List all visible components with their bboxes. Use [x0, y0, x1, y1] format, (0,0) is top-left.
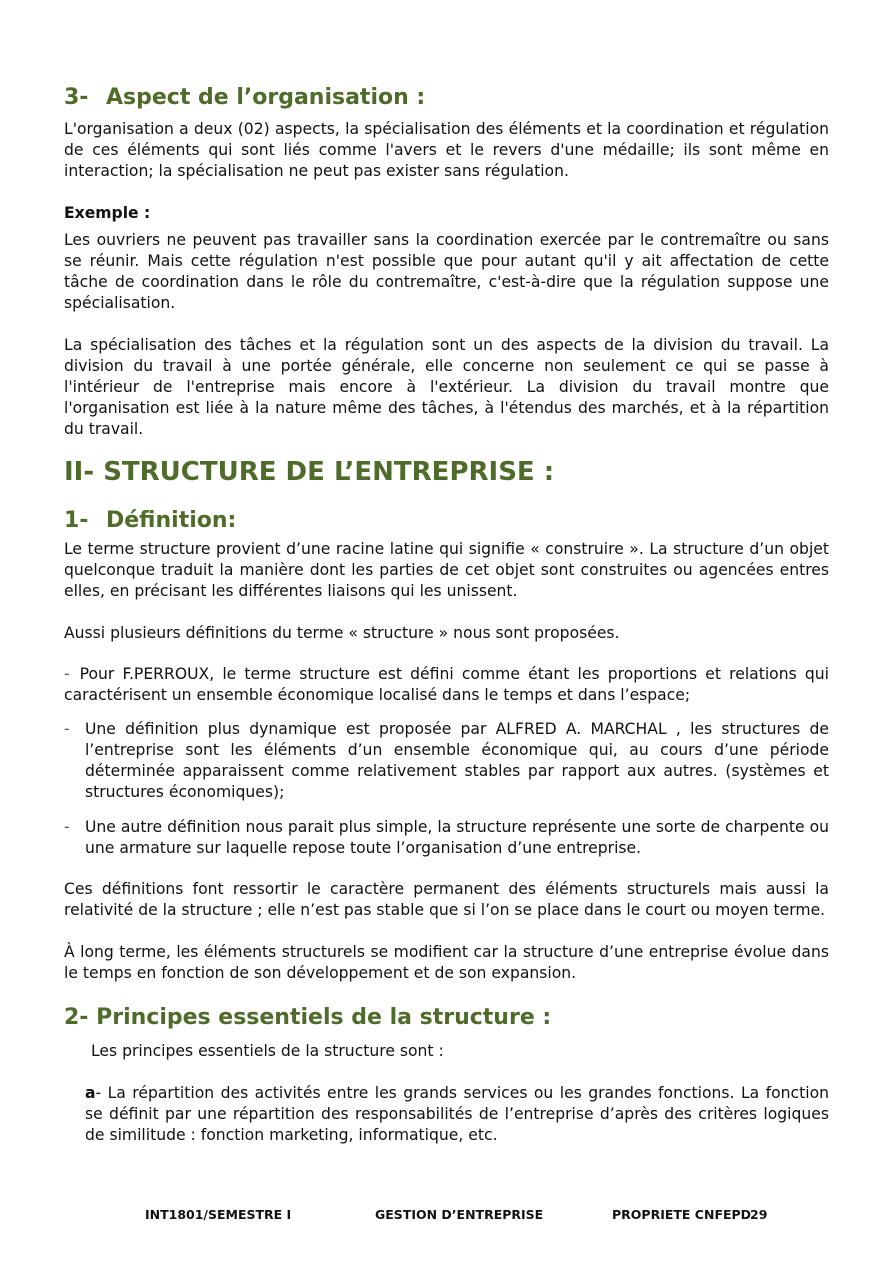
bullet-dash: -: [64, 665, 70, 683]
list-item-text: Une autre définition nous parait plus simple, la structure représente une sorte de charpente ou une armature sur laquelle repose toute l’organisation d’une entreprise.: [85, 818, 829, 857]
page-number: 29: [750, 1207, 768, 1222]
item-letter: a: [85, 1084, 96, 1102]
section-heading-aspect: [64, 84, 829, 112]
list-item: [64, 817, 829, 859]
page-content: [64, 84, 829, 1146]
example-label: Exemple :: [64, 204, 151, 222]
list-item-text: Pour F.PERROUX, le terme structure est défini comme étant les proportions et relations qui caractérisent un ensemble économique localisé dans le temps et dans l’espace;: [64, 665, 829, 704]
footer-course: INT1801/SEMESTRE I: [145, 1207, 292, 1222]
page-footer: [145, 1207, 775, 1225]
bullet-dash: -: [64, 818, 70, 836]
footer-subject: GESTION D’ENTREPRISE: [375, 1207, 544, 1222]
paragraph: Les ouvriers ne peuvent pas travailler sans la coordination exercée par le contremaître ou sans se réunir. Mais cette régulation n'est possible que pour autant qu'il y ait affectation de cette tâche de coordination dans le rôle du contremaître, c'est-à-dire que la régulation suppose une spécialisation.: [64, 231, 829, 312]
list-item-a: [64, 1083, 829, 1146]
paragraph: Le terme structure provient d’une racine latine qui signifie « construire ». La structure d’un objet quelconque traduit la manière dont les parties de cet objet sont construites ou agencées entres elles, en précisant les différentes liaisons qui les unissent.: [64, 540, 829, 600]
section-title: Aspect de l’organisation :: [106, 85, 426, 110]
section-heading-principes: 2- Principes essentiels de la structure :: [64, 1005, 552, 1030]
paragraph: La spécialisation des tâches et la régulation sont un des aspects de la division du travail. La division du travail à une portée générale, elle concerne non seulement ce qui se passe à l'intérieur de l'entreprise mais encore à l'extérieur. La division du travail montre que l'organisation est liée à la nature même des tâches, à l'étendus des marchés, et à la répartition du travail.: [64, 336, 829, 438]
part-heading-structure: II- STRUCTURE DE L’ENTREPRISE :: [64, 457, 555, 487]
list-item-text: Une définition plus dynamique est proposée par ALFRED A. MARCHAL , les structures de l’entreprise sont les éléments d’un ensemble économique qui, au cours d’une période déterminée apparaissent comme relativement stables par rapport aux autres. (systèmes et structures économiques);: [85, 720, 829, 801]
list-item: [64, 719, 829, 803]
section-title: Définition:: [106, 508, 237, 533]
paragraph: Les principes essentiels de la structure sont :: [91, 1042, 444, 1060]
section-number: 3-: [64, 85, 89, 110]
bullet-dash: -: [64, 720, 70, 738]
list-item: [64, 664, 829, 706]
paragraph: Aussi plusieurs définitions du terme « structure » nous sont proposées.: [64, 624, 620, 642]
paragraph: À long terme, les éléments structurels se modifient car la structure d’une entreprise évolue dans le temps en fonction de son développement et de son expansion.: [64, 943, 829, 982]
paragraph: L'organisation a deux (02) aspects, la spécialisation des éléments et la coordination et régulation de ces éléments qui sont liés comme l'avers et le revers d'une médaille; ils sont même en interaction; la spécialisation ne peut pas exister sans régulation.: [64, 120, 829, 180]
footer-owner: PROPRIETE CNFEPD: [612, 1207, 752, 1222]
section-heading-definition: [64, 507, 829, 535]
section-number: 1-: [64, 508, 89, 533]
paragraph: Ces définitions font ressortir le caractère permanent des éléments structurels mais aussi la relativité de la structure ; elle n’est pas stable que si l’on se place dans le court ou moyen terme.: [64, 880, 829, 919]
list-item-text: - La répartition des activités entre les grands services ou les grandes fonctions. La fonction se définit par une répartition des responsabilités de l’entreprise d’après des critères logiques de similitude : fonction marketing, informatique, etc.: [85, 1084, 829, 1144]
